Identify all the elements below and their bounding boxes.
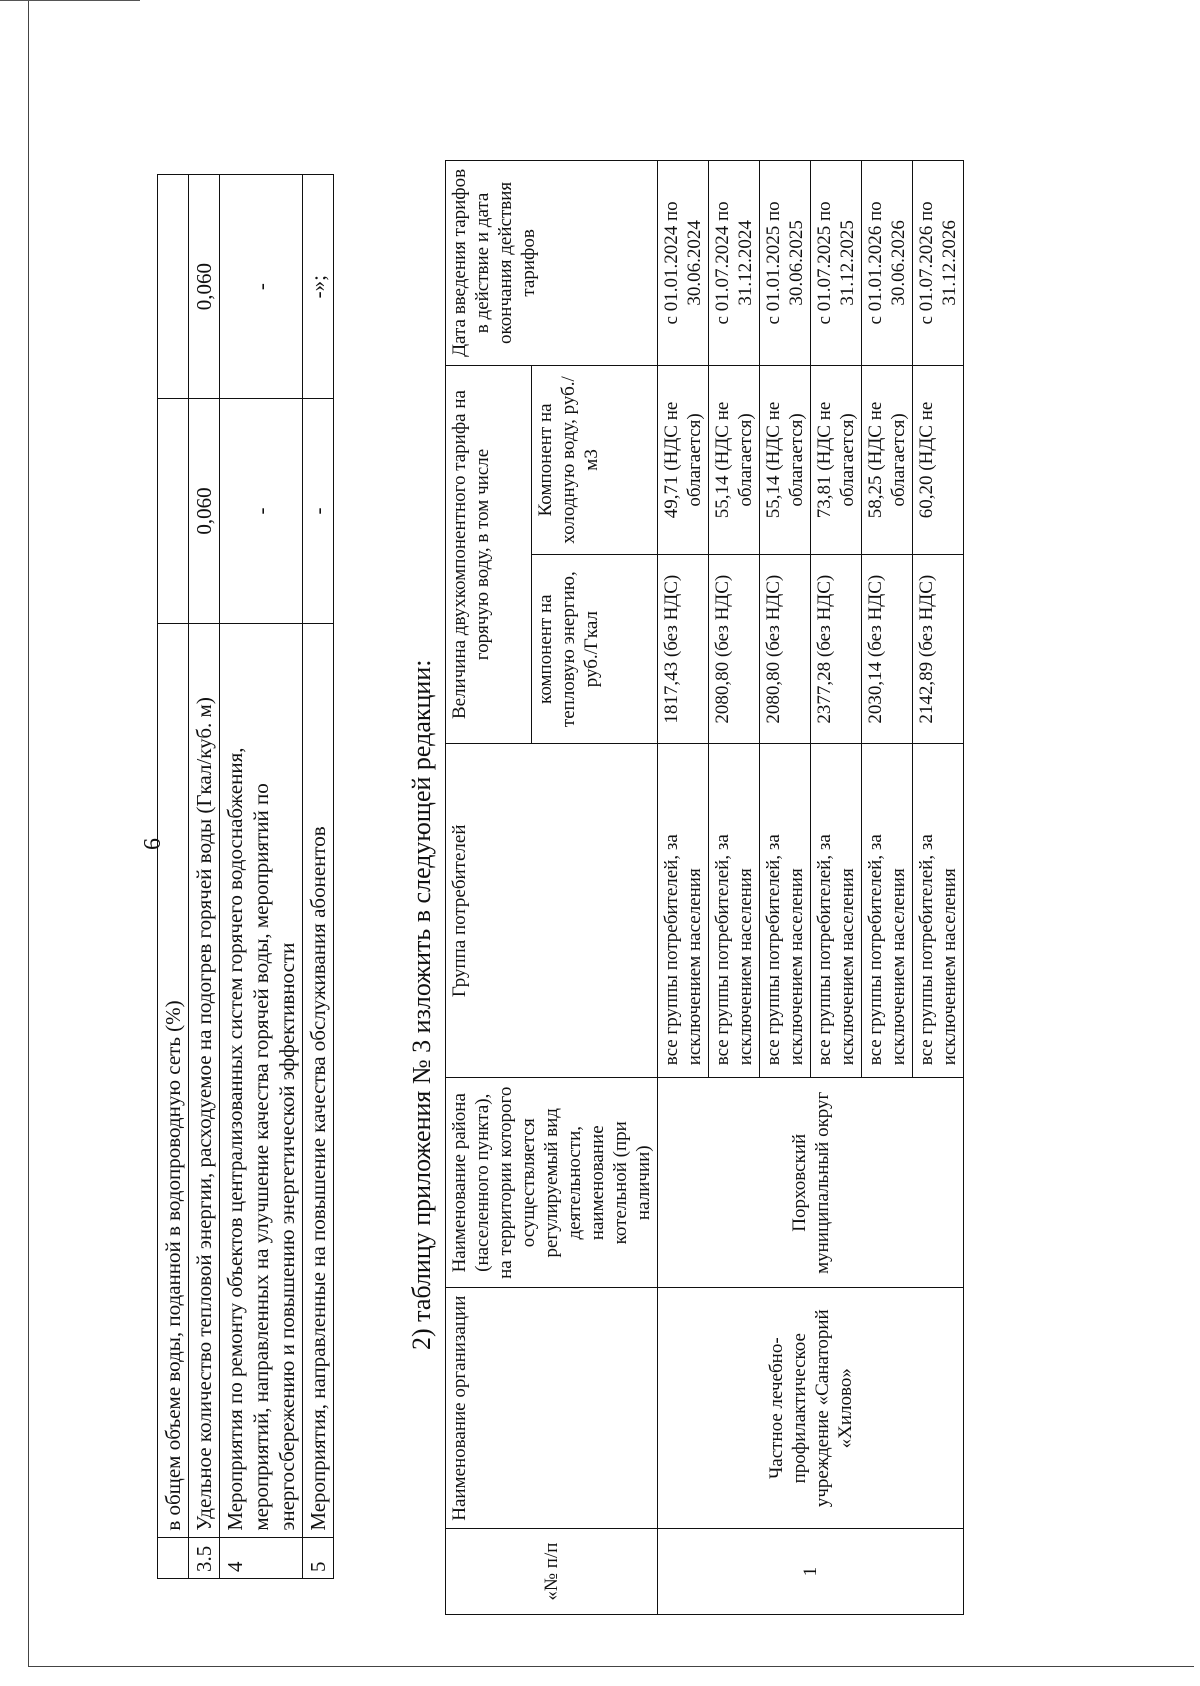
row-value-1: - xyxy=(303,399,334,623)
row-description: Мероприятия по ремонту объектов централизованных систем горячего водоснабжения, мероприятий, направленных на улучшение качества горячей воды, мероприятий по энергосбережению и повышению энергетической эффективности xyxy=(220,623,303,1537)
consumer-group: все группы потребителей, за исключением населения xyxy=(760,744,811,1078)
row-description: Мероприятия, направленные на повышение качества обслуживания абонентов xyxy=(303,623,334,1537)
document-page xyxy=(60,55,1060,1615)
organization-name: Частное лечебно-профилактическое учреждение «Санаторий «Хилово» xyxy=(658,1288,964,1529)
row-value-2: - xyxy=(220,175,303,399)
row-value-2: -»; xyxy=(303,175,334,399)
water-component: 49,71 (НДС не облагается) xyxy=(658,365,709,554)
heat-component: 2080,80 (без НДС) xyxy=(760,555,811,744)
table-row xyxy=(189,175,220,1579)
header-water: Компонент на холодную воду, руб./м3 xyxy=(532,365,658,554)
indicators-table xyxy=(157,174,334,1579)
water-component: 73,81 (НДС не облагается) xyxy=(811,365,862,554)
section-heading: 2) таблицу приложения № 3 изложить в следующей редакции: xyxy=(407,659,436,1350)
consumer-group: все группы потребителей, за исключением населения xyxy=(658,744,709,1078)
table-row xyxy=(303,175,334,1579)
row-description: Удельное количество тепловой энергии, расходуемое на подогрев горячей воды (Гкал/куб. м) xyxy=(189,623,220,1537)
heat-component: 2377,28 (без НДС) xyxy=(811,555,862,744)
tariff-period: с 01.01.2024 по 30.06.2024 xyxy=(658,161,709,366)
consumer-group: все группы потребителей, за исключением населения xyxy=(811,744,862,1078)
header-area: Наименование района (населенного пункта), на территории которого осуществляется регулируемый вид деятельности, наименование котельной (при наличии) xyxy=(446,1078,658,1288)
water-component: 55,14 (НДС не облагается) xyxy=(709,365,760,554)
heat-component: 2080,80 (без НДС) xyxy=(709,555,760,744)
heat-component: 2030,14 (без НДС) xyxy=(862,555,913,744)
header-heat: компонент на тепловую энергию, руб./Гкал xyxy=(532,555,658,744)
heat-component: 2142,89 (без НДС) xyxy=(913,555,964,744)
header-row xyxy=(446,161,532,1615)
row-value-1: 0,060 xyxy=(189,399,220,623)
water-component: 58,25 (НДС не облагается) xyxy=(862,365,913,554)
consumer-group: все группы потребителей, за исключением населения xyxy=(862,744,913,1078)
water-component: 60,20 (НДС не xyxy=(913,365,964,554)
scan-edge-line xyxy=(0,0,140,1)
tariff-table xyxy=(445,160,964,1615)
table-row xyxy=(158,175,189,1579)
consumer-group: все группы потребителей, за исключением населения xyxy=(709,744,760,1078)
row-value-1 xyxy=(158,399,189,623)
row-value-2: 0,060 xyxy=(189,175,220,399)
tariff-period: с 01.07.2024 по 31.12.2024 xyxy=(709,161,760,366)
header-tariff: Величина двухкомпонентного тарифа на горячую воду, в том числе xyxy=(446,365,532,743)
tariff-period: с 01.07.2025 по 31.12.2025 xyxy=(811,161,862,366)
row-value-1: - xyxy=(220,399,303,623)
table-row xyxy=(658,161,709,1615)
row-number xyxy=(158,1537,189,1578)
header-num: «№ п/п xyxy=(446,1529,658,1615)
tariff-period: с 01.07.2026 по 31.12.2026 xyxy=(913,161,964,366)
row-number: 5 xyxy=(303,1537,334,1578)
row-number: 4 xyxy=(220,1537,303,1578)
consumer-group: все группы потребителей, за исключением населения xyxy=(913,744,964,1078)
row-number: 1 xyxy=(658,1529,964,1615)
heat-component: 1817,43 (без НДС) xyxy=(658,555,709,744)
table-row xyxy=(220,175,303,1579)
page-number: 6 xyxy=(140,838,166,850)
water-component: 55,14 (НДС не облагается) xyxy=(760,365,811,554)
row-value-2 xyxy=(158,175,189,399)
area-name: Порховский муниципальный округ xyxy=(658,1078,964,1288)
tariff-period: с 01.01.2025 по 30.06.2025 xyxy=(760,161,811,366)
row-description: в общем объеме воды, поданной в водопроводную сеть (%) xyxy=(158,623,189,1537)
header-org: Наименование организации xyxy=(446,1288,658,1529)
row-number: 3.5 xyxy=(189,1537,220,1578)
tariff-period: с 01.01.2026 по 30.06.2026 xyxy=(862,161,913,366)
header-group: Группа потребителей xyxy=(446,744,658,1078)
header-date: Дата введения тарифов в действие и дата окончания действия тарифов xyxy=(446,161,658,366)
